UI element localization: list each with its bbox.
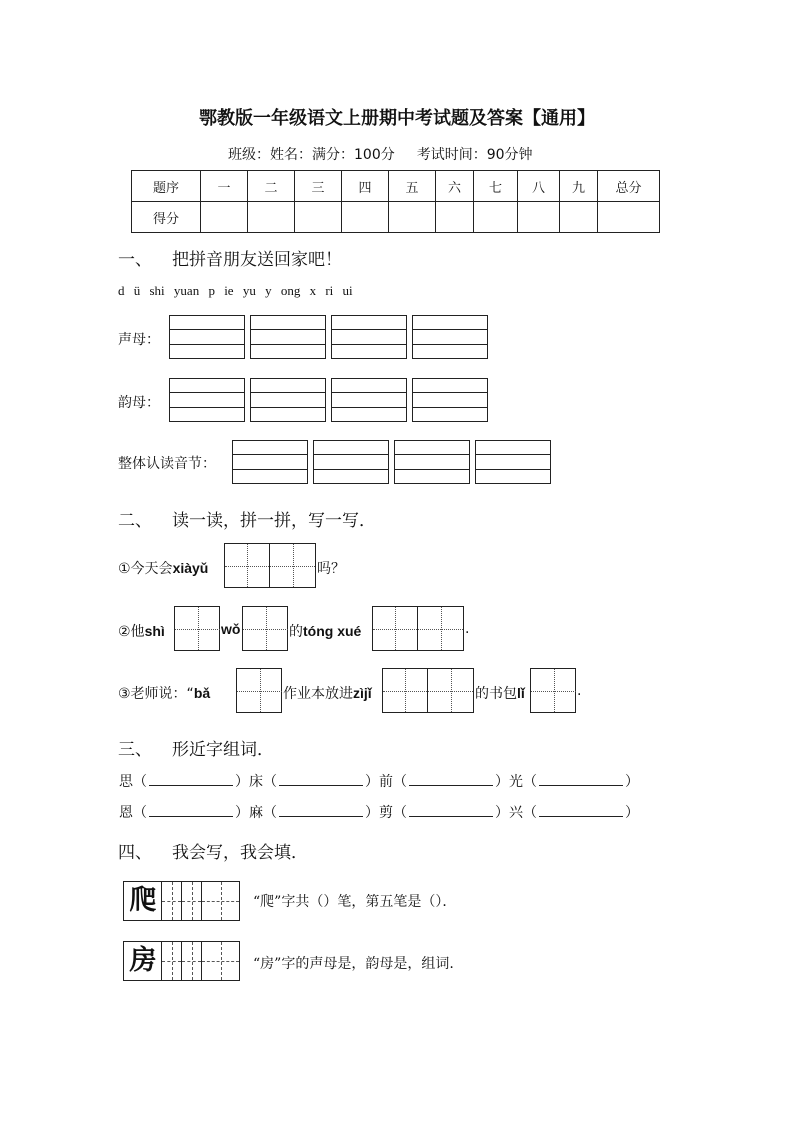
score-table xyxy=(131,170,660,233)
answer-blank[interactable] xyxy=(279,805,363,817)
score-cell[interactable] xyxy=(295,202,342,233)
score-table-score-row xyxy=(132,202,660,233)
section-number: 四、 xyxy=(118,843,152,863)
writing-lines[interactable] xyxy=(169,378,245,422)
page-title: 鄂教版一年级语文上册期中考试题及答案【通用】 xyxy=(199,108,595,129)
question-3 xyxy=(118,683,210,703)
question-1 xyxy=(118,558,208,578)
question-text: 的书包 xyxy=(475,686,517,702)
fill-question-1: “爬”字共（）笔，第五笔是（）． xyxy=(253,894,457,910)
section-number: 二、 xyxy=(118,511,152,531)
table-cell: 三 xyxy=(295,171,342,202)
tian-grid[interactable] xyxy=(174,606,220,651)
section-number: 三、 xyxy=(118,740,152,760)
question-text: 的 xyxy=(289,624,303,640)
answer-blank[interactable] xyxy=(149,805,233,817)
writing-lines[interactable] xyxy=(250,315,326,359)
char: 床 xyxy=(249,774,263,790)
yunmu-label: 韵母： xyxy=(118,395,160,411)
model-character: 爬 xyxy=(129,885,157,916)
question-2 xyxy=(118,621,165,641)
writing-lines[interactable] xyxy=(169,315,245,359)
score-cell[interactable] xyxy=(560,202,598,233)
word-group-row-1: 思（ ）床（ ）前（ ）光（ ） xyxy=(119,774,639,790)
table-cell: 二 xyxy=(248,171,295,202)
table-cell: 题序 xyxy=(132,171,201,202)
score-cell[interactable] xyxy=(436,202,474,233)
question-text: ③老师说：“ xyxy=(118,686,194,702)
score-cell[interactable] xyxy=(201,202,248,233)
exam-info xyxy=(228,144,533,164)
score-cell[interactable] xyxy=(598,202,660,233)
pinyin-text: shì xyxy=(144,623,165,639)
score-table-header-row xyxy=(132,171,660,202)
answer-blank[interactable] xyxy=(539,774,623,786)
tian-grid[interactable] xyxy=(224,543,316,588)
writing-lines[interactable] xyxy=(232,440,308,484)
char: 兴 xyxy=(509,805,523,821)
question-text: 作业本放进 xyxy=(283,686,353,702)
class-name-score: 班级：姓名：满分：100分 xyxy=(228,147,395,163)
table-cell: 四 xyxy=(342,171,389,202)
score-cell[interactable] xyxy=(518,202,560,233)
score-cell[interactable] xyxy=(342,202,389,233)
pinyin-list: d ü shi yuan p ie yu y ong x ri ui xyxy=(118,283,353,298)
model-character: 房 xyxy=(129,945,157,976)
fill-question-2: “房”字的声母是，韵母是，组词. xyxy=(253,956,454,972)
tian-grid[interactable] xyxy=(530,668,576,713)
char: 前 xyxy=(379,774,393,790)
char: 麻 xyxy=(249,805,263,821)
word-group-row-2: 恩（ ）麻（ ）剪（ ）兴（ ） xyxy=(119,805,639,821)
writing-lines[interactable] xyxy=(250,378,326,422)
table-cell: 得分 xyxy=(132,202,201,233)
char: 思 xyxy=(119,774,133,790)
score-cell[interactable] xyxy=(474,202,518,233)
score-cell[interactable] xyxy=(248,202,295,233)
tian-grid[interactable] xyxy=(242,606,288,651)
zhengti-label: 整体认读音节： xyxy=(118,456,216,472)
section-2-heading xyxy=(118,506,376,531)
section-4-heading xyxy=(118,838,308,863)
character-writing-box[interactable] xyxy=(123,881,240,921)
writing-lines[interactable] xyxy=(313,440,389,484)
section-1-heading xyxy=(118,245,342,270)
writing-lines[interactable] xyxy=(475,440,551,484)
char: 剪 xyxy=(379,805,393,821)
answer-blank[interactable] xyxy=(279,774,363,786)
question-2-part xyxy=(221,621,240,638)
table-cell: 五 xyxy=(389,171,436,202)
pinyin-text: zìjǐ xyxy=(353,685,372,701)
question-text: . xyxy=(577,683,582,699)
question-text: 吗？ xyxy=(317,561,345,577)
exam-time: 考试时间：90分钟 xyxy=(416,147,533,163)
table-cell: 一 xyxy=(201,171,248,202)
answer-blank[interactable] xyxy=(539,805,623,817)
section-title: 读一读，拼一拼，写一写． xyxy=(172,511,376,531)
tian-grid[interactable] xyxy=(372,606,464,651)
pinyin-text: tóng xué xyxy=(303,623,362,639)
question-3-part xyxy=(283,683,372,703)
char: 光 xyxy=(509,774,523,790)
writing-lines[interactable] xyxy=(394,440,470,484)
answer-blank[interactable] xyxy=(409,774,493,786)
question-text: . xyxy=(465,621,470,637)
section-number: 一、 xyxy=(118,250,152,270)
writing-lines[interactable] xyxy=(412,378,488,422)
section-title: 把拼音朋友送回家吧！ xyxy=(172,250,342,270)
table-cell: 九 xyxy=(560,171,598,202)
section-title: 我会写，我会填． xyxy=(172,843,308,863)
table-cell: 八 xyxy=(518,171,560,202)
character-writing-box[interactable] xyxy=(123,941,240,981)
table-cell: 六 xyxy=(436,171,474,202)
shengmu-label: 声母： xyxy=(118,332,160,348)
pinyin-text: lǐ xyxy=(517,685,525,701)
question-2-part xyxy=(289,621,361,641)
score-cell[interactable] xyxy=(389,202,436,233)
pinyin-text: wǒ xyxy=(221,621,241,637)
answer-blank[interactable] xyxy=(149,774,233,786)
table-cell: 七 xyxy=(474,171,518,202)
writing-lines[interactable] xyxy=(412,315,488,359)
writing-lines[interactable] xyxy=(331,315,407,359)
tian-grid[interactable] xyxy=(236,668,282,713)
question-3-part xyxy=(475,683,525,703)
writing-lines[interactable] xyxy=(331,378,407,422)
pinyin-text: bǎ xyxy=(193,685,211,701)
pinyin-text: xiàyǔ xyxy=(172,560,209,576)
section-3-heading xyxy=(118,735,274,760)
table-cell: 总分 xyxy=(598,171,660,202)
section-title: 形近字组词． xyxy=(172,740,274,760)
question-text: ①今天会 xyxy=(118,561,173,577)
question-text: ②他 xyxy=(118,624,145,640)
char: 恩 xyxy=(119,805,133,821)
answer-blank[interactable] xyxy=(409,805,493,817)
tian-grid[interactable] xyxy=(382,668,474,713)
